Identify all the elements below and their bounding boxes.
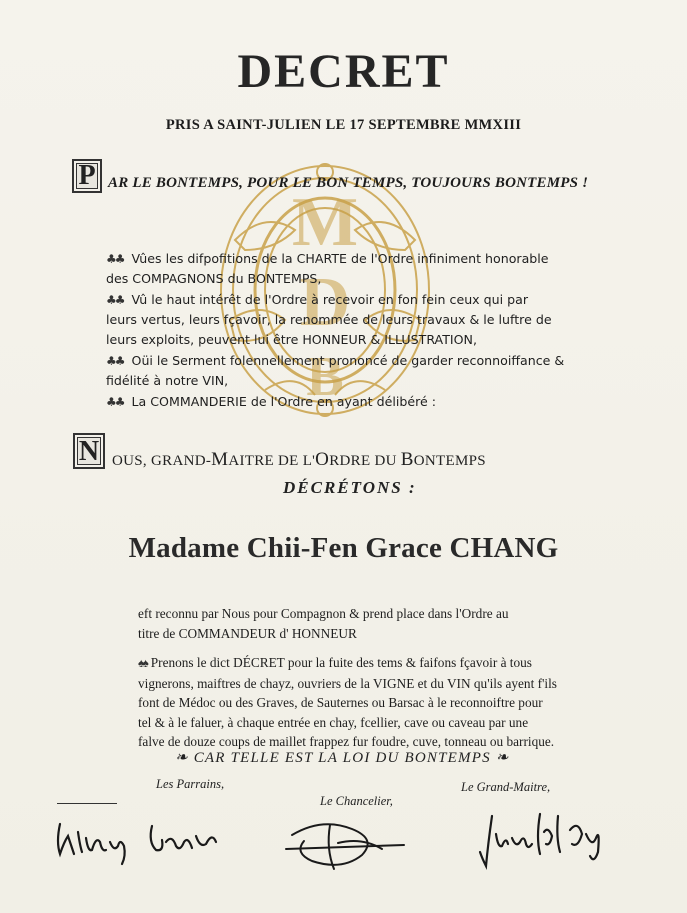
fleur-ornament-icon: ♣♣ <box>106 395 124 409</box>
proclamation-dropcap: N <box>73 433 105 469</box>
considerant-item: ♣♣ Oüi le Serment folennellement prononcé de garder reconnoiffance & fidélité à notre VIN, <box>106 353 565 388</box>
chancelier-label: Le Chancelier, <box>320 794 393 808</box>
right-ornament-icon: ❧ <box>490 750 510 766</box>
fleur-ornament-icon: ♠♠ <box>138 656 147 670</box>
svg-text:M: M <box>291 184 359 261</box>
considerant-item: ♣♣ La COMMANDERIE de l'Ordre en ayant délibéré : <box>106 394 436 409</box>
page-subtitle: PRIS A SAINT-JULIEN LE 17 SEPTEMBRE MMXIII <box>165 117 522 133</box>
fleur-ornament-icon: ♣♣ <box>106 293 124 307</box>
fleur-ornament-icon: ♣♣ <box>106 252 124 266</box>
fleur-ornament-icon: ♣♣ <box>106 354 124 368</box>
proclamation-text: OUS, GRAND-MAITRE DE L'ORDRE DU BONTEMPS <box>112 449 486 470</box>
grand-maitre-label: Le Grand-Maitre, <box>461 780 551 794</box>
considerant-item: ♣♣ Vû le haut intérêt de l'Ordre à recevoir en fon fein ceux qui par leurs vertus, leurs fçavoir, la renommée de leurs travaux & le luftre de leurs exploits, peuvent lui être HONNEUR & ILLUSTRATION, <box>106 292 552 347</box>
parrains-label: Les Parrains, <box>156 777 225 791</box>
motto-dropcap: P <box>72 159 102 193</box>
decretons-heading: DÉCRÉTONS : <box>283 478 417 497</box>
left-ornament-icon: ❧ <box>175 750 194 766</box>
considerant-item: ♣♣ Vûes les difpofitions de la CHARTE de l'Ordre infiniment honorable des COMPAGNONS du BONTEMPS, <box>106 251 549 286</box>
svg-text:B: B <box>306 346 344 408</box>
grand-maitre-signature <box>478 808 608 873</box>
motto-text: AR LE BONTEMPS, POUR LE BON TEMPS, TOUJOURS BONTEMPS ! <box>108 175 589 191</box>
parrain-signature-1 <box>52 812 232 867</box>
svg-text:D: D <box>299 264 351 341</box>
considerant-list <box>106 249 606 412</box>
signature-line <box>57 803 117 804</box>
recipient-name: Madame Chii-Fen Grace CHANG <box>128 532 559 564</box>
body-paragraph-2: ♠♠ Prenons le dict DÉCRET pour la fuite des tems & faifons fçavoir à tous vignerons, maiftres de chayz, ouvriers de la VIGNE et du VIN qu'ils ayent f'ils font de Médoc ou des Graves, de Sauternes ou Barsac à le reconnoiftre pour tel & à le faluer, à chaque entrée en chay, fcellier, cave ou caveau par une falve de douze coups de maillet frappez fur foudre, cuve, tonneau ou barrique. <box>138 655 557 749</box>
closing-loi: ❧ CAR TELLE EST LA LOI DU BONTEMPS ❧ <box>175 750 510 766</box>
page-title: DECRET <box>237 45 450 98</box>
chancelier-signature <box>282 815 412 875</box>
body-paragraph-1: eft reconnu par Nous pour Compagnon & prend place dans l'Ordre au titre de COMMANDEUR d' HONNEUR <box>138 606 509 641</box>
